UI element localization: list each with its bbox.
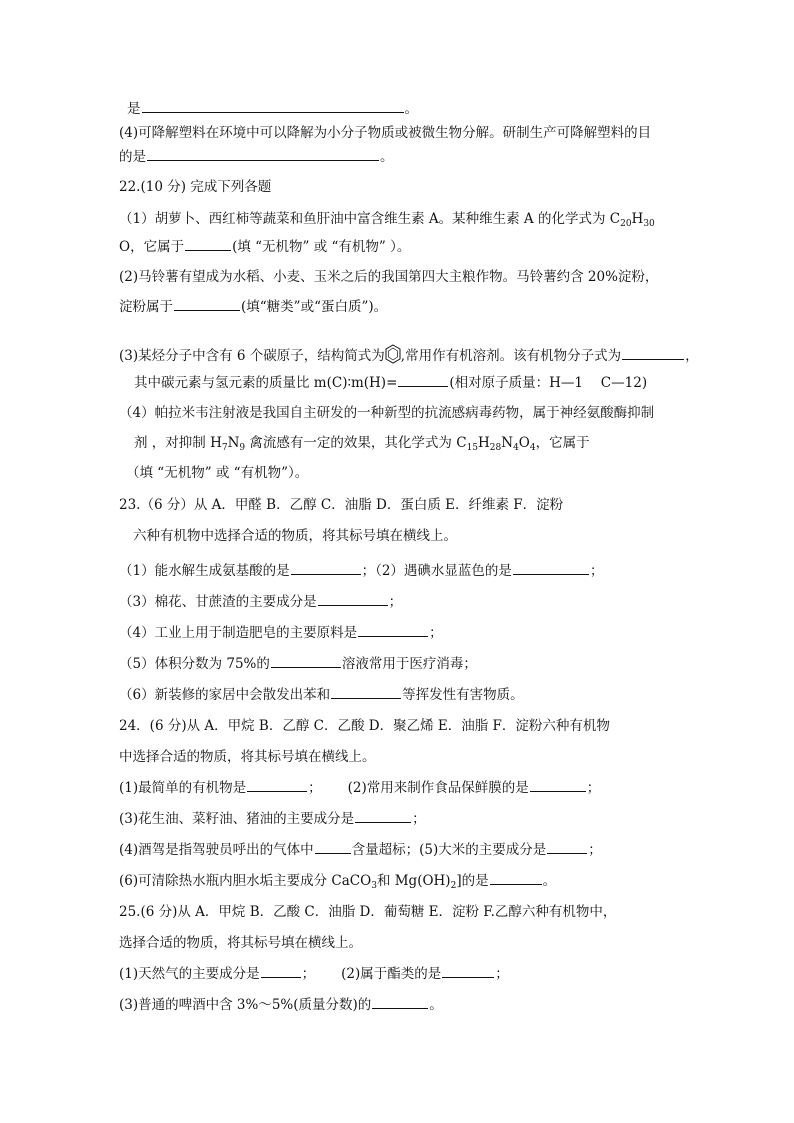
q24-heading: 24．(6 分)从 A．甲烷 B．乙醇 C．乙酸 D．聚乙烯 E．油脂 F．淀粉六种有机物 <box>119 718 610 734</box>
q22-p4b-s2: 9 <box>239 443 246 453</box>
q23-intro: 六种有机物中选择合适的物质，将其标号填在横线上。 <box>133 528 457 544</box>
q25-l3-start: (3)普通的啤酒中含 3%～5%(质量分数)的 <box>119 997 372 1013</box>
q23-l1-end: ； <box>589 563 604 579</box>
q24-answer-blank-3[interactable] <box>355 810 411 823</box>
q21-answer-blank-3[interactable] <box>142 100 404 113</box>
q22-p4b-4: H <box>478 435 490 451</box>
q23-l5-start: （5）体积分数为 75%的 <box>119 656 270 672</box>
q22-p3a-mid: ,常用作有机溶剂。该有机物分子式为 <box>400 348 622 364</box>
q24-l6-end: 。 <box>542 873 557 889</box>
q23-line1 <box>119 562 603 580</box>
q22-part4-line1: （4）帕拉米韦注射液是我国自主研发的一种新型的抗流感病毒药物，属于神经氨酸酶抑制 <box>119 405 655 421</box>
q22-p2b-start: 淀粉属于 <box>119 299 173 315</box>
q22-p4b-5: N <box>501 435 514 451</box>
q24-l4-start: (4)酒驾是指驾驶员呼出的气体中 <box>119 842 314 858</box>
q23-l6-end: 等挥发性有害物质。 <box>402 687 524 703</box>
q22-part3-line2 <box>134 374 647 392</box>
q23-heading: 23.（6 分）从 A．甲醛 B．乙醇 C．油脂 D．蛋白质 E．纤维素 F．淀粉 <box>119 497 564 513</box>
q23-l4-end: ； <box>429 625 443 641</box>
q23-l1-mid: ；（2）遇碘水显蓝色的是 <box>361 563 512 579</box>
q22-p3a-end: ， <box>685 348 699 364</box>
q24-l6-start: (6)可清除热水瓶内胆水垢主要成分 CaCO <box>119 873 372 889</box>
q24-answer-blank-1[interactable] <box>247 779 307 792</box>
q23-l1-start: （1）能水解生成氨基酸的是 <box>119 563 290 579</box>
q22-p1a-sub2: 30 <box>643 219 655 229</box>
q22-part4-line3: （填 “无机物” 或 “有机物”）。 <box>126 465 309 481</box>
q23-line3 <box>119 593 402 611</box>
q24-l1-start: (1)最简单的有机物是 <box>119 780 247 796</box>
q24-l1-mid: ； <box>308 780 322 796</box>
q25-intro: 选择合适的物质，将其标号填在横线上。 <box>119 935 362 951</box>
q22-p4b-2: N <box>227 435 240 451</box>
q22-part3-line1 <box>119 344 699 365</box>
q24-line4 <box>119 841 602 859</box>
q22-p4b-7: ，它属于 <box>535 435 590 451</box>
q24-l1-end: ； <box>586 780 601 796</box>
q25-l1-start: (1)天然气的主要成分是 <box>119 966 260 982</box>
q22-p4b-s5: 4 <box>513 443 519 453</box>
q22-part2-line1: (2)马铃薯有望成为水稻、小麦、玉米之后的我国第四大主粮作物。马铃薯约含 20%淀粉， <box>119 269 659 285</box>
q24-l6-s1: 3 <box>371 881 377 891</box>
q24-line3 <box>119 810 426 828</box>
q25-answer-blank-2[interactable] <box>442 965 494 978</box>
q23-line5 <box>119 655 477 673</box>
q25-line3 <box>119 996 443 1014</box>
q24-l6-mid: 和 Mg(OH) <box>376 873 451 889</box>
q22-part1-line2 <box>119 238 410 256</box>
q22-p4b-6: O <box>518 435 530 451</box>
q25-l1-mid2: (2)属于酯类的是 <box>341 966 442 982</box>
q21-p4b-end: 。 <box>380 149 394 165</box>
q21-line-cont <box>127 100 418 118</box>
q22-p1a-h: H <box>631 211 644 227</box>
q23-l6-start: （6）新装修的家居中会散发出苯和 <box>119 687 331 703</box>
benzene-structure-icon <box>385 344 401 364</box>
q23-answer-blank-6[interactable] <box>331 686 401 699</box>
q22-p4b-1: 剂 ，对抑制 H <box>134 435 222 451</box>
q22-part2-line2 <box>119 298 387 316</box>
q22-answer-blank-3[interactable] <box>622 347 684 360</box>
q22-p4b-s3: 15 <box>466 443 479 453</box>
q23-answer-blank-3[interactable] <box>318 593 388 606</box>
q22-p1b-end: (填 “无机物” 或 “有机物” ）。 <box>232 239 411 255</box>
q22-part4-line2 <box>134 434 590 452</box>
q24-answer-blank-5[interactable] <box>547 841 587 854</box>
q22-p4b-s4: 28 <box>489 443 502 453</box>
q22-p4b-s6: 4 <box>529 443 536 453</box>
q24-l6-mid2: ]的是 <box>456 873 489 889</box>
q24-answer-blank-2[interactable] <box>530 779 586 792</box>
q22-answer-blank-4[interactable] <box>398 374 448 387</box>
q22-p3b-end: (相对原子质量：H—1 C—12) <box>449 375 648 391</box>
q22-p1b-start: O，它属于 <box>119 239 185 255</box>
q22-answer-blank-1[interactable] <box>185 238 231 251</box>
q22-heading: 22.(10 分) 完成下列各题 <box>119 179 272 195</box>
q24-l4-mid: 含量超标；(5)大米的主要成分是 <box>351 842 547 858</box>
q21-part4: (4)可降解塑料在环境中可以降解为小分子物质或被微生物分解。研制生产可降解塑料的目 <box>119 125 652 141</box>
q22-p1a-text: （1）胡萝卜、西红柿等蔬菜和鱼肝油中富含维生素 A。某种维生素 A 的化学式为 C <box>119 211 621 227</box>
q25-l3-end: 。 <box>429 997 443 1013</box>
q22-p2b-end: (填“糖类”或“蛋白质”)。 <box>241 299 388 315</box>
q21-p4b-text: 的是 <box>119 149 146 165</box>
q23-answer-blank-4[interactable] <box>358 624 428 637</box>
q24-l6-s2: 2 <box>450 881 457 891</box>
q22-answer-blank-2[interactable] <box>174 298 240 311</box>
q23-answer-blank-1[interactable] <box>291 562 361 575</box>
q24-intro: 中选择合适的物质，将其标号填在横线上。 <box>119 749 376 765</box>
q25-l1-end: ； <box>495 966 509 982</box>
q25-answer-blank-1[interactable] <box>261 965 301 978</box>
q22-part1-line1 <box>119 210 655 228</box>
q21-answer-blank-4[interactable] <box>147 148 379 161</box>
q23-l3-end: ； <box>388 594 403 610</box>
q22-p3b-start: 其中碳元素与氢元素的质量比 m(C)∶m(H)= <box>134 375 398 391</box>
q23-line4 <box>119 624 443 642</box>
q25-line1 <box>119 965 509 983</box>
q21-part4-line2 <box>119 148 394 166</box>
q22-p3a-start: (3)某烃分子中含有 6 个碳原子，结构简式为 <box>119 348 385 364</box>
q24-line6 <box>119 872 556 890</box>
q24-l3-end: ； <box>412 811 426 827</box>
q23-answer-blank-5[interactable] <box>271 655 341 668</box>
q24-l1-mid2: (2)常用来制作食品保鲜膜的是 <box>347 780 529 796</box>
q23-answer-blank-2[interactable] <box>513 562 589 575</box>
q23-l5-end: 溶液常用于医疗消毒； <box>341 656 477 672</box>
q24-l4-end: ； <box>588 842 602 858</box>
q23-line6 <box>119 686 524 704</box>
q22-p4b-s1: 7 <box>221 443 228 453</box>
q24-l3-start: (3)花生油、菜籽油、猪油的主要成分是 <box>119 811 355 827</box>
q24-answer-blank-4[interactable] <box>315 841 351 854</box>
q23-l4-start: （4）工业上用于制造肥皂的主要原料是 <box>119 625 358 641</box>
q21-cont-end: 。 <box>404 101 418 117</box>
q23-l3-start: （3）棉花、甘蔗渣的主要成分是 <box>119 594 317 610</box>
q24-answer-blank-6[interactable] <box>490 872 542 885</box>
q25-heading: 25.(6 分)从 A．甲烷 B．乙酸 C．油脂 D．葡萄糖 E．淀粉 F.乙醇六种有机物中， <box>119 904 617 920</box>
q22-p4b-3: 禽流感有一定的效果，其化学式为 C <box>245 435 467 451</box>
q22-p1a-sub1: 20 <box>620 219 632 229</box>
q21-cont-text: 是 <box>127 101 141 117</box>
q24-line1 <box>119 779 600 797</box>
q25-answer-blank-3[interactable] <box>372 996 428 1009</box>
q25-l1-mid: ； <box>301 966 316 982</box>
